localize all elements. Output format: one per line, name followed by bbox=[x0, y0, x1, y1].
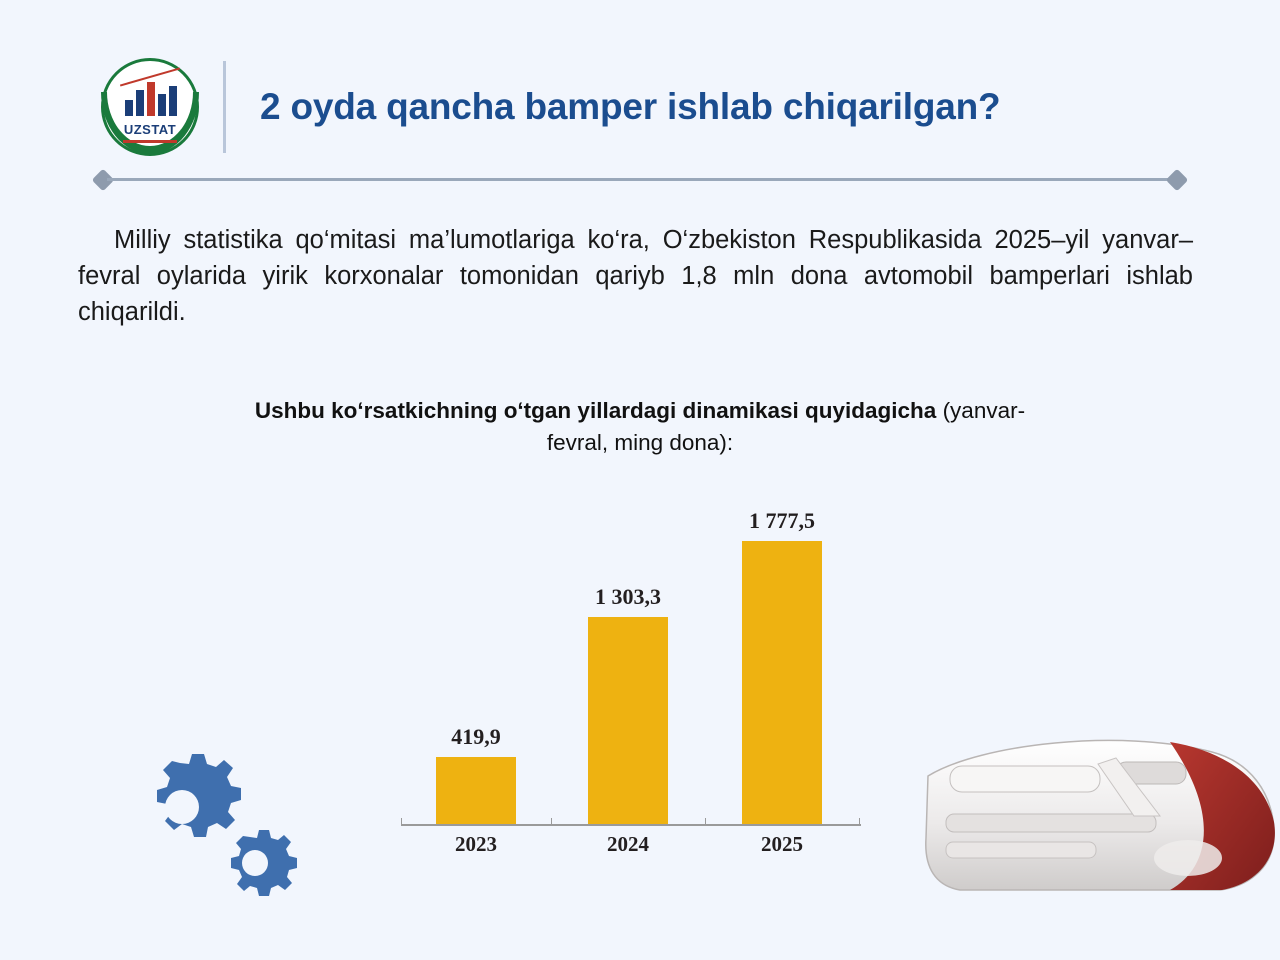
logo-underline bbox=[123, 140, 177, 143]
logo-wordmark: UZSTAT bbox=[123, 122, 177, 137]
chart-caption-rest: (yanvar-fevral, ming dona): bbox=[546, 398, 1026, 455]
page-title: 2 oyda qancha bamper ishlab chiqarilgan? bbox=[260, 85, 1001, 127]
chart-plot-area bbox=[395, 480, 865, 828]
bar-column-2025 bbox=[742, 508, 822, 824]
category-label-2025: 2025 bbox=[761, 832, 803, 856]
divider-bar bbox=[107, 178, 1173, 181]
bumper-illustration bbox=[920, 718, 1280, 918]
chart-x-axis bbox=[401, 824, 861, 826]
bar-rect bbox=[436, 757, 516, 824]
chart-caption bbox=[240, 395, 1040, 458]
bar-column-2023 bbox=[436, 724, 516, 824]
chart-caption-bold: Ushbu ko‘rsatkichning o‘tgan yillardagi dinamikasi quyidagicha bbox=[254, 398, 937, 423]
axis-tick bbox=[705, 818, 706, 826]
axis-tick bbox=[551, 818, 552, 826]
logo-bar-chart-icon bbox=[125, 78, 177, 116]
gear-icon bbox=[110, 745, 310, 905]
bar-chart bbox=[395, 480, 865, 870]
bar-rect bbox=[588, 617, 668, 824]
category-label-2023: 2023 bbox=[455, 832, 497, 856]
divider-dot-right bbox=[1166, 169, 1189, 192]
bar-value-label: 419,9 bbox=[451, 724, 501, 749]
axis-tick bbox=[401, 818, 402, 826]
category-label-2024: 2024 bbox=[607, 832, 649, 856]
bar-rect bbox=[742, 541, 822, 824]
header-divider bbox=[95, 172, 1185, 188]
page-header bbox=[95, 52, 1185, 162]
car-bumper-image bbox=[920, 718, 1280, 918]
bar-value-label: 1 777,5 bbox=[749, 508, 815, 533]
bar-value-label: 1 303,3 bbox=[595, 584, 661, 609]
gears-decoration bbox=[110, 745, 310, 905]
lead-paragraph: Milliy statistika qo‘mitasi ma’lumotlariga ko‘ra, O‘zbekiston Respublikasida 2025–yil yanvar–fevral oylarida yirik korxonalar tomonidan qariyb 1,8 mln dona avtomobil bamperlari ishlab chiqarildi. bbox=[78, 226, 1193, 327]
chart-category-labels bbox=[395, 832, 865, 866]
header-separator bbox=[223, 61, 226, 153]
bar-column-2024 bbox=[588, 584, 668, 824]
axis-tick bbox=[859, 818, 860, 826]
uzstat-logo bbox=[95, 52, 205, 162]
